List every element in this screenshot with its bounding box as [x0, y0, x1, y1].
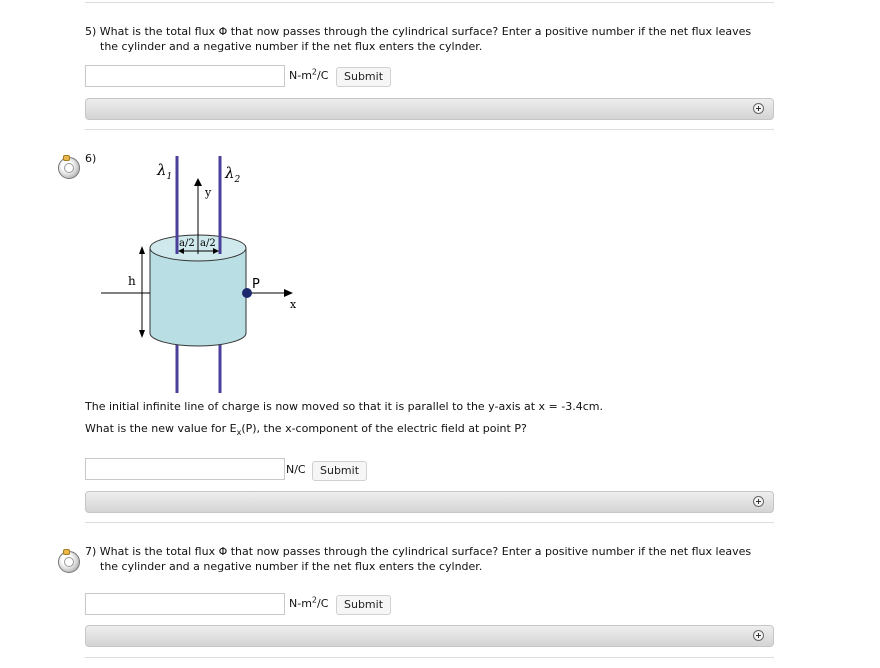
- lambda-2-label: $\lambda_2$: [225, 164, 241, 185]
- divider: [85, 522, 774, 523]
- q6-submit-button[interactable]: Submit: [312, 461, 367, 481]
- p-label: P: [252, 277, 260, 292]
- q6-hint-bar[interactable]: [85, 491, 774, 513]
- question-6-line1: The initial infinite line of charge is now moved so that it is parallel to the y-axis at x = -3.4cm.: [85, 400, 603, 413]
- question-6-line2: What is the new value for $E_x(P)$, the x-component of the electric field at point P?: [85, 422, 527, 438]
- divider: [85, 657, 774, 658]
- q7-submit-button[interactable]: Submit: [336, 595, 391, 615]
- question-7-number: 7): [85, 545, 97, 558]
- y-axis-arrow: [194, 178, 202, 186]
- question-6-number: 6): [85, 152, 97, 165]
- cylinder-body: [150, 248, 246, 346]
- cylinder-diagram: [95, 148, 320, 398]
- divider: [85, 129, 774, 130]
- q6-answer-input[interactable]: [85, 458, 285, 480]
- question-5-line1: What is the total flux Φ that now passes through the cylindrical surface? Enter a positive number if the net flux leaves: [99, 25, 752, 38]
- x-label: x: [290, 298, 297, 311]
- q5-unit: $N-m^2/C$: [289, 67, 329, 82]
- point-p: [242, 288, 252, 298]
- question-5-line2: the cylinder and a negative number if the net flux enters the cylnder.: [100, 40, 483, 53]
- q7-answer-input[interactable]: [85, 593, 285, 615]
- q7-hint-bar[interactable]: [85, 625, 774, 647]
- question-5-number: 5): [85, 25, 97, 38]
- expand-plus-icon[interactable]: [753, 103, 764, 114]
- question-7-text: [85, 544, 751, 574]
- q5-hint-bar[interactable]: [85, 98, 774, 120]
- x-axis-arrow: [284, 289, 293, 297]
- timer-icon: [58, 157, 80, 179]
- q7-unit: $N-m^2/C$: [289, 595, 329, 610]
- timer-icon: [58, 551, 80, 573]
- divider: [85, 2, 774, 3]
- q5-answer-input[interactable]: [85, 65, 285, 87]
- question-7-line1: What is the total flux Φ that now passes through the cylindrical surface? Enter a positive number if the net flux leaves: [99, 545, 752, 558]
- question-7-line2: the cylinder and a negative number if the net flux enters the cylnder.: [100, 560, 483, 573]
- expand-plus-icon[interactable]: [753, 496, 764, 507]
- y-label: y: [205, 186, 212, 199]
- expand-plus-icon[interactable]: [753, 630, 764, 641]
- a2-left-label: a/2: [179, 238, 195, 249]
- lambda-1-label: $\lambda_1$: [157, 161, 173, 182]
- question-5-text: [85, 24, 751, 54]
- h-label: h: [128, 274, 136, 288]
- q5-submit-button[interactable]: Submit: [336, 67, 391, 87]
- q6-unit: N/C: [286, 463, 306, 476]
- a2-right-label: a/2: [200, 238, 216, 249]
